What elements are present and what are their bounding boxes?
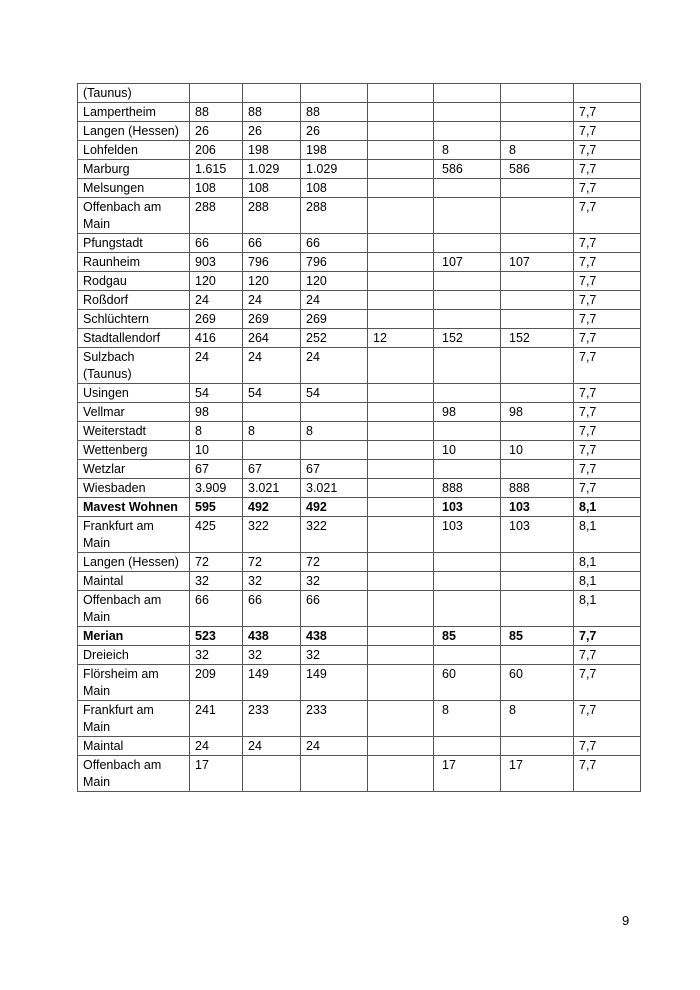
value-cell: 796 [301, 253, 368, 272]
place-name-cell: (Taunus) [78, 84, 190, 103]
value-cell [434, 272, 501, 291]
place-name-cell: Lohfelden [78, 141, 190, 160]
value-cell: 72 [243, 553, 301, 572]
value-cell: 586 [501, 160, 574, 179]
value-cell: 103 [434, 517, 501, 553]
place-name-cell: Flörsheim am Main [78, 665, 190, 701]
value-cell [190, 84, 243, 103]
place-name-cell: Offenbach am Main [78, 591, 190, 627]
value-cell: 66 [301, 591, 368, 627]
value-cell: 17 [434, 756, 501, 792]
value-cell: 66 [301, 234, 368, 253]
value-cell: 8,1 [574, 553, 641, 572]
value-cell [243, 403, 301, 422]
value-cell: 24 [301, 291, 368, 310]
value-cell: 85 [501, 627, 574, 646]
place-name-cell: Merian [78, 627, 190, 646]
value-cell [501, 348, 574, 384]
value-cell [434, 310, 501, 329]
table-row [78, 403, 641, 422]
value-cell [368, 141, 434, 160]
value-cell: 66 [243, 591, 301, 627]
value-cell [368, 479, 434, 498]
value-cell [301, 84, 368, 103]
value-cell: 107 [434, 253, 501, 272]
value-cell [434, 572, 501, 591]
value-cell: 67 [243, 460, 301, 479]
value-cell [243, 756, 301, 792]
value-cell: 7,7 [574, 253, 641, 272]
value-cell: 264 [243, 329, 301, 348]
place-name-cell: Raunheim [78, 253, 190, 272]
value-cell [501, 646, 574, 665]
value-cell [434, 348, 501, 384]
place-name-cell: Dreieich [78, 646, 190, 665]
value-cell: 523 [190, 627, 243, 646]
value-cell: 492 [301, 498, 368, 517]
value-cell [368, 103, 434, 122]
value-cell: 7,7 [574, 103, 641, 122]
value-cell [574, 84, 641, 103]
value-cell [501, 310, 574, 329]
value-cell: 98 [501, 403, 574, 422]
value-cell: 1.029 [243, 160, 301, 179]
value-cell: 595 [190, 498, 243, 517]
value-cell [368, 234, 434, 253]
place-name-cell: Maintal [78, 572, 190, 591]
value-cell [368, 498, 434, 517]
value-cell: 10 [434, 441, 501, 460]
value-cell: 149 [301, 665, 368, 701]
value-cell: 12 [368, 329, 434, 348]
value-cell: 241 [190, 701, 243, 737]
value-cell [301, 441, 368, 460]
value-cell: 269 [243, 310, 301, 329]
table-row [78, 160, 641, 179]
place-name-cell: Offenbach am Main [78, 756, 190, 792]
value-cell [368, 160, 434, 179]
table-row [78, 179, 641, 198]
value-cell [243, 441, 301, 460]
value-cell: 269 [190, 310, 243, 329]
value-cell: 54 [243, 384, 301, 403]
value-cell [434, 384, 501, 403]
value-cell [368, 310, 434, 329]
table-row [78, 122, 641, 141]
value-cell: 24 [243, 291, 301, 310]
value-cell: 24 [301, 737, 368, 756]
value-cell: 8 [243, 422, 301, 441]
value-cell: 8,1 [574, 498, 641, 517]
value-cell: 17 [190, 756, 243, 792]
table-row [78, 479, 641, 498]
value-cell: 7,7 [574, 479, 641, 498]
value-cell: 7,7 [574, 310, 641, 329]
table-row [78, 291, 641, 310]
value-cell: 10 [190, 441, 243, 460]
value-cell: 72 [301, 553, 368, 572]
table-row [78, 198, 641, 234]
value-cell [368, 665, 434, 701]
place-name-cell: Wettenberg [78, 441, 190, 460]
place-name-cell: Marburg [78, 160, 190, 179]
value-cell [434, 291, 501, 310]
place-name-cell: Langen (Hessen) [78, 553, 190, 572]
value-cell: 149 [243, 665, 301, 701]
value-cell: 1.615 [190, 160, 243, 179]
value-cell: 88 [301, 103, 368, 122]
value-cell [368, 441, 434, 460]
place-name-cell: Melsungen [78, 179, 190, 198]
value-cell: 54 [190, 384, 243, 403]
value-cell [434, 198, 501, 234]
value-cell: 7,7 [574, 291, 641, 310]
value-cell: 425 [190, 517, 243, 553]
place-name-cell: Frankfurt am Main [78, 517, 190, 553]
value-cell: 98 [434, 403, 501, 422]
value-cell: 7,7 [574, 403, 641, 422]
value-cell [368, 756, 434, 792]
value-cell: 7,7 [574, 160, 641, 179]
value-cell [434, 553, 501, 572]
place-name-cell: Frankfurt am Main [78, 701, 190, 737]
value-cell: 10 [501, 441, 574, 460]
table-row [78, 627, 641, 646]
value-cell [368, 253, 434, 272]
table-row [78, 253, 641, 272]
value-cell [501, 460, 574, 479]
value-cell: 7,7 [574, 701, 641, 737]
table-row [78, 103, 641, 122]
value-cell: 32 [190, 646, 243, 665]
value-cell: 54 [301, 384, 368, 403]
place-name-cell: Rodgau [78, 272, 190, 291]
table-row [78, 701, 641, 737]
table-body [78, 84, 641, 792]
place-name-cell: Stadtallendorf [78, 329, 190, 348]
table-row [78, 517, 641, 553]
value-cell: 103 [501, 517, 574, 553]
value-cell: 7,7 [574, 627, 641, 646]
value-cell [501, 591, 574, 627]
value-cell [501, 234, 574, 253]
value-cell [501, 384, 574, 403]
table-row [78, 498, 641, 517]
value-cell: 103 [501, 498, 574, 517]
value-cell: 26 [190, 122, 243, 141]
value-cell: 120 [243, 272, 301, 291]
value-cell [501, 553, 574, 572]
value-cell: 67 [301, 460, 368, 479]
value-cell: 24 [243, 348, 301, 384]
value-cell: 7,7 [574, 460, 641, 479]
place-name-cell: Wetzlar [78, 460, 190, 479]
value-cell [368, 591, 434, 627]
value-cell: 24 [190, 737, 243, 756]
value-cell: 8,1 [574, 591, 641, 627]
value-cell: 108 [301, 179, 368, 198]
value-cell: 32 [301, 646, 368, 665]
place-name-cell: Roßdorf [78, 291, 190, 310]
value-cell: 7,7 [574, 665, 641, 701]
value-cell [501, 272, 574, 291]
value-cell [368, 553, 434, 572]
value-cell: 416 [190, 329, 243, 348]
value-cell: 492 [243, 498, 301, 517]
value-cell: 24 [190, 348, 243, 384]
value-cell [368, 348, 434, 384]
value-cell: 288 [190, 198, 243, 234]
value-cell: 796 [243, 253, 301, 272]
value-cell: 120 [190, 272, 243, 291]
value-cell: 152 [434, 329, 501, 348]
value-cell [368, 272, 434, 291]
value-cell [434, 460, 501, 479]
place-name-cell: Lampertheim [78, 103, 190, 122]
value-cell [434, 103, 501, 122]
place-name-cell: Offenbach am Main [78, 198, 190, 234]
value-cell [368, 646, 434, 665]
value-cell: 233 [301, 701, 368, 737]
value-cell [501, 291, 574, 310]
value-cell: 7,7 [574, 441, 641, 460]
value-cell [501, 737, 574, 756]
value-cell [434, 122, 501, 141]
page-number: 9 [622, 913, 630, 928]
value-cell [368, 122, 434, 141]
value-cell: 7,7 [574, 422, 641, 441]
value-cell: 8,1 [574, 517, 641, 553]
value-cell [501, 103, 574, 122]
value-cell: 72 [190, 553, 243, 572]
place-name-cell: Sulzbach (Taunus) [78, 348, 190, 384]
place-name-cell: Wiesbaden [78, 479, 190, 498]
value-cell [501, 572, 574, 591]
value-cell: 8 [434, 141, 501, 160]
place-name-cell: Vellmar [78, 403, 190, 422]
value-cell [368, 198, 434, 234]
value-cell: 438 [301, 627, 368, 646]
value-cell: 269 [301, 310, 368, 329]
value-cell: 438 [243, 627, 301, 646]
value-cell: 8 [190, 422, 243, 441]
value-cell: 108 [243, 179, 301, 198]
value-cell: 32 [301, 572, 368, 591]
value-cell: 24 [301, 348, 368, 384]
table-row [78, 553, 641, 572]
value-cell: 288 [243, 198, 301, 234]
value-cell: 7,7 [574, 234, 641, 253]
table-row [78, 591, 641, 627]
value-cell: 66 [243, 234, 301, 253]
value-cell: 198 [243, 141, 301, 160]
value-cell [368, 422, 434, 441]
value-cell: 24 [243, 737, 301, 756]
table-row [78, 572, 641, 591]
value-cell: 8 [501, 701, 574, 737]
value-cell [368, 701, 434, 737]
value-cell: 8 [434, 701, 501, 737]
value-cell [434, 179, 501, 198]
value-cell: 1.029 [301, 160, 368, 179]
value-cell: 17 [501, 756, 574, 792]
value-cell [434, 84, 501, 103]
value-cell: 7,7 [574, 179, 641, 198]
value-cell: 903 [190, 253, 243, 272]
value-cell: 7,7 [574, 737, 641, 756]
value-cell: 252 [301, 329, 368, 348]
place-name-cell: Weiterstadt [78, 422, 190, 441]
value-cell: 322 [243, 517, 301, 553]
value-cell [301, 403, 368, 422]
value-cell: 88 [243, 103, 301, 122]
value-cell: 8 [301, 422, 368, 441]
value-cell: 3.909 [190, 479, 243, 498]
value-cell [368, 572, 434, 591]
value-cell: 7,7 [574, 198, 641, 234]
value-cell: 586 [434, 160, 501, 179]
value-cell [368, 737, 434, 756]
place-name-cell: Mavest Wohnen [78, 498, 190, 517]
value-cell: 7,7 [574, 756, 641, 792]
table-row [78, 737, 641, 756]
value-cell [434, 646, 501, 665]
table-row [78, 756, 641, 792]
value-cell: 32 [190, 572, 243, 591]
value-cell: 103 [434, 498, 501, 517]
value-cell: 85 [434, 627, 501, 646]
value-cell: 322 [301, 517, 368, 553]
value-cell: 107 [501, 253, 574, 272]
table-row [78, 422, 641, 441]
value-cell: 67 [190, 460, 243, 479]
value-cell [434, 737, 501, 756]
value-cell [501, 122, 574, 141]
value-cell: 66 [190, 234, 243, 253]
table-row [78, 84, 641, 103]
table-row [78, 141, 641, 160]
value-cell [368, 84, 434, 103]
value-cell [501, 179, 574, 198]
value-cell: 60 [434, 665, 501, 701]
value-cell [368, 179, 434, 198]
value-cell: 120 [301, 272, 368, 291]
value-cell [368, 291, 434, 310]
data-table [77, 83, 641, 792]
value-cell [243, 84, 301, 103]
place-name-cell: Pfungstadt [78, 234, 190, 253]
value-cell: 3.021 [243, 479, 301, 498]
value-cell [368, 627, 434, 646]
value-cell: 888 [434, 479, 501, 498]
place-name-cell: Schlüchtern [78, 310, 190, 329]
value-cell: 3.021 [301, 479, 368, 498]
value-cell [301, 756, 368, 792]
table-row [78, 272, 641, 291]
value-cell [368, 460, 434, 479]
value-cell: 7,7 [574, 348, 641, 384]
value-cell [501, 198, 574, 234]
value-cell: 88 [190, 103, 243, 122]
table-row [78, 460, 641, 479]
value-cell: 209 [190, 665, 243, 701]
value-cell: 26 [243, 122, 301, 141]
value-cell: 60 [501, 665, 574, 701]
value-cell: 198 [301, 141, 368, 160]
value-cell [368, 384, 434, 403]
value-cell [434, 234, 501, 253]
place-name-cell: Langen (Hessen) [78, 122, 190, 141]
value-cell: 32 [243, 646, 301, 665]
value-cell [368, 403, 434, 422]
value-cell: 8 [501, 141, 574, 160]
value-cell: 66 [190, 591, 243, 627]
value-cell: 98 [190, 403, 243, 422]
value-cell: 8,1 [574, 572, 641, 591]
value-cell: 7,7 [574, 272, 641, 291]
place-name-cell: Maintal [78, 737, 190, 756]
value-cell [501, 422, 574, 441]
value-cell: 206 [190, 141, 243, 160]
value-cell: 32 [243, 572, 301, 591]
table-row [78, 665, 641, 701]
value-cell: 152 [501, 329, 574, 348]
table-row [78, 234, 641, 253]
table-row [78, 646, 641, 665]
table-row [78, 441, 641, 460]
table-row [78, 384, 641, 403]
value-cell: 108 [190, 179, 243, 198]
value-cell: 7,7 [574, 122, 641, 141]
value-cell: 7,7 [574, 384, 641, 403]
value-cell: 888 [501, 479, 574, 498]
table-row [78, 348, 641, 384]
table-row [78, 310, 641, 329]
value-cell: 7,7 [574, 329, 641, 348]
value-cell: 288 [301, 198, 368, 234]
value-cell [501, 84, 574, 103]
place-name-cell: Usingen [78, 384, 190, 403]
value-cell: 7,7 [574, 141, 641, 160]
value-cell: 24 [190, 291, 243, 310]
table-row [78, 329, 641, 348]
value-cell [368, 517, 434, 553]
value-cell [434, 422, 501, 441]
value-cell: 233 [243, 701, 301, 737]
value-cell: 7,7 [574, 646, 641, 665]
value-cell: 26 [301, 122, 368, 141]
value-cell [434, 591, 501, 627]
